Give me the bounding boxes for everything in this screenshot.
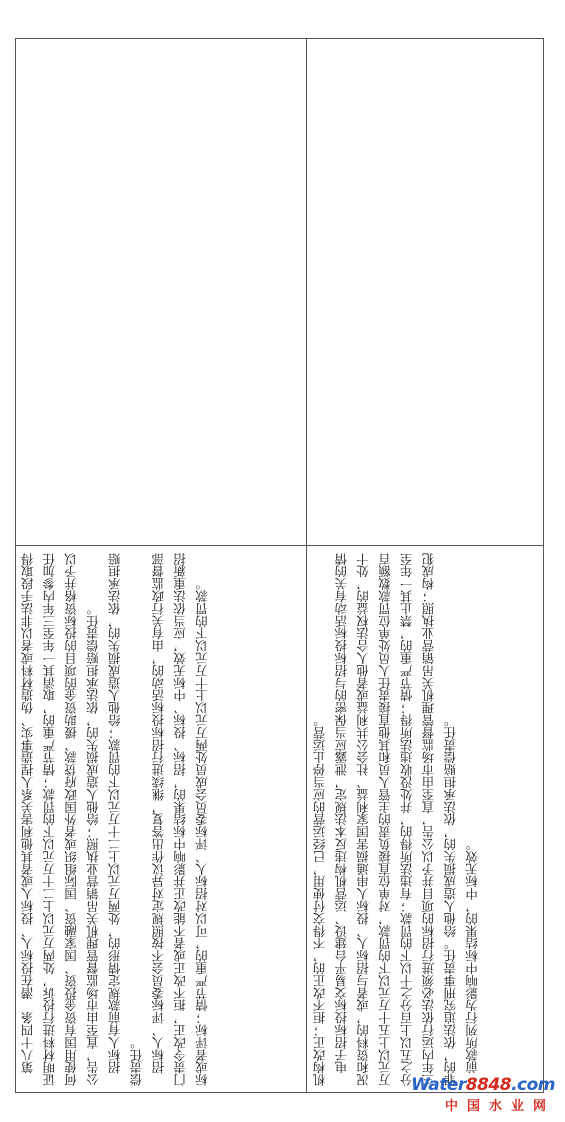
left-text-column xyxy=(17,548,304,1086)
logo-brand: Water xyxy=(411,1075,466,1095)
logo-number: 8848 xyxy=(465,1075,512,1095)
logo-tld: .com xyxy=(511,1075,555,1095)
paragraph: 前款所列行为影响中标结果的，中标无效。 xyxy=(464,838,480,1086)
paragraph: 招标人、评标委员会不按照规定对异议作出答复，继续进行招标投标活动的，由有关行政监督部门责令改正，拒不改正或者不能改正并影响中标结果的，招标、投标、中标无效，应当依法重新招标或者评标；情节严重的，可以对招标人、评标委员会成员处两万元以上十万元以下的罚款。 xyxy=(150,552,210,1086)
watermark-logo xyxy=(411,1075,555,1114)
column-divider xyxy=(306,38,307,1093)
right-text-column xyxy=(309,548,542,1086)
paragraph: 机构改正；拒不改正的，不得交付使用，已经运营的应当停止运营。 xyxy=(312,714,327,1086)
paragraph: 第八十四条 潜在投标人、投标人或者其他利害关系人捏造事实、伪造材料或者以非法手段取得证明材料进行投诉，处两万元以上二十万元以下的罚款；情节严重的，取消其一年至三年内参加任何使用国有资金投资、国家融资、国际组织或者外国政府贷款、援助资金的项目的投标资格并予以公告，直至由市场监督管理机关吊销营业执照；给他人造成损失的，依法承担赔偿责任。 xyxy=(20,552,101,1086)
paragraph: 招标人有前款规定情形的，处两万元以上二十万元以下的罚款；给他人造成损失的，依法承担赔偿责任。 xyxy=(107,552,144,1086)
paragraph: 电子招标投标交易平台建设、运营机构违反本法规定，泄露应当保密的与招标投标活动有关的情况和资料的，或者与招标人、投标人串通损害国家利益、社会公共利益或者他人合法权益的，处十万元以上五十万元以下的罚款，对单位直接负责的主管人员和其他直接责任人员处单位罚款数额百分之五以上百分之十以下的罚款；有违法所得的，并处没收违法所得；情节严重的，禁止其一年至三年内运行依法必须进行招标的项目并予以公告，直至由市场监督管理机关吊销营业执照；构成犯罪的，依法追究刑事责任。给他人造成损失的，依法承担赔偿责任。 xyxy=(333,552,458,1086)
logo-subtitle: 中国水业网 xyxy=(444,1099,555,1114)
row-divider xyxy=(15,545,544,546)
